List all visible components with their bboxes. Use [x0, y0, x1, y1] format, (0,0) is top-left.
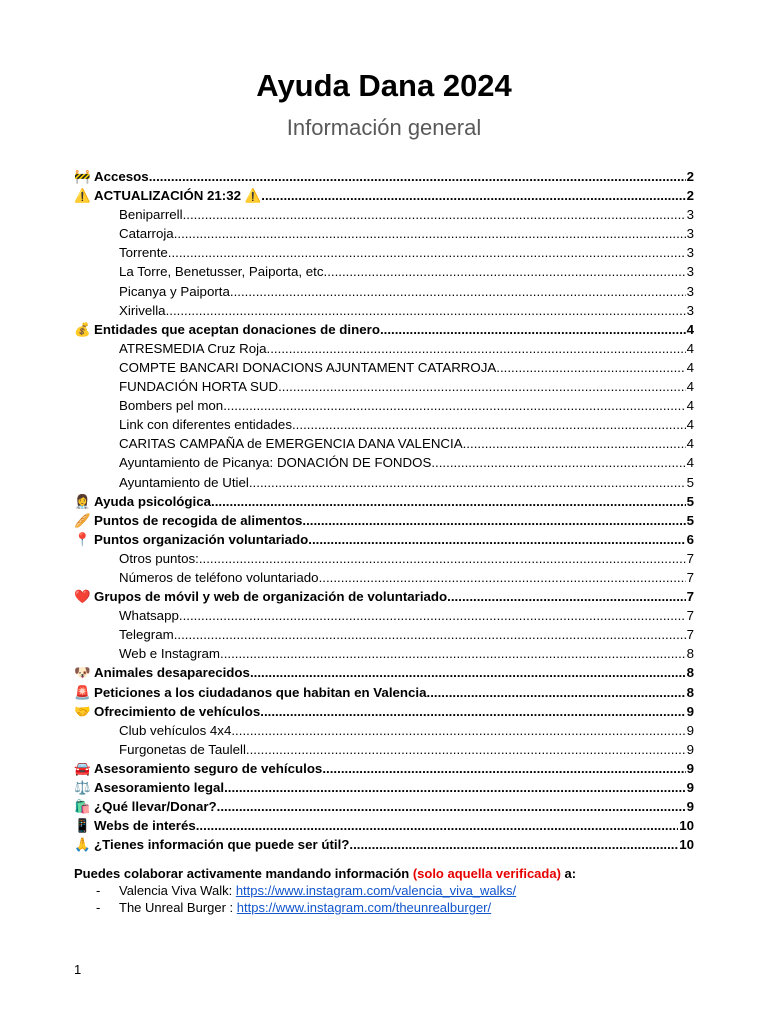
dot-leader — [496, 358, 685, 377]
toc-page-number: 7 — [686, 569, 694, 585]
toc-section-link[interactable] — [74, 702, 694, 721]
dot-leader — [267, 339, 686, 358]
toc-section-link[interactable] — [74, 797, 694, 816]
toc-page-number: 2 — [686, 188, 694, 204]
toc-subsection-link[interactable] — [74, 339, 694, 358]
dot-leader — [168, 243, 686, 262]
toc-page-number: 9 — [686, 741, 694, 757]
contribute-lead-end: a: — [560, 866, 577, 881]
toc-page-number: 4 — [686, 321, 694, 337]
toc-page-number: 4 — [686, 379, 694, 395]
toc-page-number: 6 — [686, 531, 694, 547]
bullet-dash: - — [96, 900, 101, 915]
verified-note: (solo aquella verificada) — [412, 866, 561, 881]
toc-entry-title: ATRESMEDIA Cruz Roja — [119, 340, 267, 356]
section-emoji-icon: 🐶 — [74, 665, 91, 681]
toc-section-link[interactable] — [74, 587, 694, 606]
toc-section-link[interactable] — [74, 511, 694, 530]
toc-page-number: 8 — [686, 646, 694, 662]
toc-subsection-link[interactable] — [74, 358, 694, 377]
toc-subsection-link[interactable] — [74, 453, 694, 472]
toc-page-number: 4 — [686, 359, 694, 375]
section-emoji-icon: 🚘 — [74, 760, 91, 776]
section-emoji-icon: 🚧 — [74, 169, 91, 184]
dot-leader — [380, 320, 686, 339]
toc-entry-title: Peticiones a los ciudadanos que habitan en Valencia — [94, 684, 427, 700]
toc-subsection-link[interactable] — [74, 262, 694, 281]
toc-entry-title: ¿Qué llevar/Donar? — [94, 799, 217, 815]
dot-leader — [249, 473, 686, 492]
toc-page-number: 5 — [686, 512, 694, 528]
toc-section-link[interactable] — [74, 167, 694, 186]
toc-page-number: 7 — [686, 550, 694, 566]
page-subtitle: Información general — [286, 115, 482, 140]
toc-entry-title: Ofrecimiento de vehículos — [94, 703, 261, 719]
toc-subsection-link[interactable] — [74, 473, 694, 492]
toc-entry-title: Beniparrell — [119, 207, 183, 223]
toc-subsection-link[interactable] — [74, 625, 694, 644]
section-emoji-icon: ⚠️ — [74, 188, 91, 204]
toc-entry-title: Xirivella — [119, 302, 166, 318]
contribute-item — [74, 899, 714, 916]
toc-page-number: 5 — [686, 493, 694, 509]
section-emoji-icon: ⚖️ — [74, 780, 91, 795]
toc-page-number: 3 — [686, 264, 694, 280]
toc-subsection-link[interactable] — [74, 415, 694, 434]
toc-subsection-link[interactable] — [74, 740, 694, 759]
toc-entry-title: La Torre, Benetusser, Paiporta, etc — [119, 264, 324, 280]
toc-entry-title: Telegram — [119, 627, 174, 643]
dot-leader — [211, 492, 686, 511]
toc-subsection-link[interactable] — [74, 205, 694, 224]
toc-page-number: 5 — [686, 474, 694, 490]
toc-entry-title: Puntos organización voluntariado — [94, 531, 309, 547]
dot-leader — [179, 606, 686, 625]
toc-entry-title: Club vehículos 4x4 — [119, 722, 232, 738]
page-title: Ayuda Dana 2024 — [256, 68, 512, 103]
toc-section-link[interactable] — [74, 186, 694, 205]
dot-leader — [427, 683, 686, 702]
bullet-dash: - — [96, 883, 101, 898]
section-emoji-icon: 📍 — [74, 531, 91, 547]
toc-section-link[interactable] — [74, 778, 694, 797]
toc-entry-title: Puntos de recogida de alimentos — [94, 512, 303, 528]
toc-entry-title: Furgonetas de Taulell — [119, 741, 246, 757]
toc-entry-title: Números de teléfono voluntariado — [119, 569, 319, 585]
toc-page-number: 8 — [686, 665, 694, 681]
dot-leader — [230, 282, 686, 301]
toc-page-number: 3 — [686, 302, 694, 318]
toc-entry-title: COMPTE BANCARI DONACIONS AJUNTAMENT CATARROJA — [119, 359, 497, 375]
toc-entry-title: Entidades que aceptan donaciones de dinero — [94, 321, 380, 337]
toc-page-number: 9 — [686, 780, 694, 795]
toc-entry-title: Grupos de móvil y web de organización de voluntariado — [94, 589, 448, 605]
dot-leader — [260, 702, 685, 721]
toc-page-number: 2 — [686, 169, 694, 184]
toc-page-number: 4 — [686, 455, 694, 471]
toc-section-link[interactable] — [74, 663, 694, 682]
toc-subsection-link[interactable] — [74, 644, 694, 663]
toc-entry-title: Catarroja — [119, 226, 174, 242]
toc-page-number: 9 — [686, 799, 694, 815]
dot-leader — [217, 797, 686, 816]
section-emoji-icon: 🤝 — [74, 703, 91, 719]
dot-leader — [231, 721, 685, 740]
dot-leader — [220, 644, 686, 663]
toc-page-number: 3 — [686, 226, 694, 242]
dot-leader — [292, 415, 686, 434]
section-emoji-icon: 🚨 — [74, 684, 91, 700]
dot-leader — [174, 625, 686, 644]
toc-entry-title: Animales desaparecidos — [94, 665, 250, 681]
dot-leader — [319, 568, 686, 587]
toc-page-number: 9 — [686, 722, 694, 738]
toc-entry-title: Bombers pel mon — [119, 398, 224, 414]
dot-leader — [322, 759, 685, 778]
dot-leader — [196, 816, 678, 835]
toc-entry-title: Asesoramiento legal — [94, 780, 225, 795]
dot-leader — [324, 262, 686, 281]
toc-subsection-link[interactable] — [74, 282, 694, 301]
toc-page-number: 10 — [679, 837, 694, 853]
toc-page-number: 4 — [686, 417, 694, 433]
dot-leader — [308, 530, 685, 549]
toc-entry-title: Whatsapp — [119, 608, 179, 624]
section-emoji-icon: 🥖 — [74, 512, 91, 528]
toc-subsection-link[interactable] — [74, 434, 694, 453]
toc-entry-title: Link con diferentes entidades — [119, 417, 292, 433]
toc-subsection-link[interactable] — [74, 243, 694, 262]
toc-subsection-link[interactable] — [74, 224, 694, 243]
instagram-link[interactable]: https://www.instagram.com/valencia_viva_walks/ — [235, 883, 517, 898]
dot-leader — [261, 186, 685, 205]
dot-leader — [447, 587, 685, 606]
dot-leader — [149, 167, 686, 186]
section-emoji-icon: 🛍️ — [74, 799, 91, 815]
toc-entry-title: CARITAS CAMPAÑA de EMERGENCIA DANA VALENCIA — [119, 436, 463, 452]
toc-section-link[interactable] — [74, 816, 694, 835]
toc-subsection-link[interactable] — [74, 396, 694, 415]
contribute-item-label: The Unreal Burger : — [119, 900, 237, 915]
toc-subsection-link[interactable] — [74, 301, 694, 320]
toc-section-link[interactable] — [74, 683, 694, 702]
toc-entry-title: Web e Instagram — [119, 646, 221, 662]
toc-entry-title: Accesos — [94, 169, 149, 184]
contribute-lead — [74, 865, 714, 882]
section-emoji-icon: ❤️ — [74, 589, 91, 605]
toc-section-link[interactable] — [74, 759, 694, 778]
toc-entry-title: Ayuntamiento de Utiel — [119, 474, 249, 490]
toc-subsection-link[interactable] — [74, 377, 694, 396]
toc-page-number: 10 — [679, 818, 694, 834]
dot-leader — [223, 396, 685, 415]
toc-subsection-link[interactable] — [74, 606, 694, 625]
toc-section-link[interactable] — [74, 835, 694, 854]
toc-subsection-link[interactable] — [74, 549, 694, 568]
toc-page-number: 3 — [686, 283, 694, 299]
dot-leader — [166, 301, 686, 320]
toc-page-number: 8 — [686, 684, 694, 700]
toc-entry-title: Ayuda psicológica — [94, 493, 211, 509]
toc-page-number: 9 — [686, 703, 694, 719]
toc-page-number: 3 — [686, 207, 694, 223]
dot-leader — [278, 377, 686, 396]
toc-entry-title: Asesoramiento seguro de vehículos — [94, 760, 323, 776]
section-emoji-icon: 📱 — [74, 818, 91, 834]
toc-entry-title: Ayuntamiento de Picanya: DONACIÓN DE FONDOS — [119, 455, 432, 471]
contribute-item — [74, 882, 714, 899]
toc-page-number: 7 — [686, 627, 694, 643]
section-emoji-icon: 💰 — [74, 321, 91, 337]
dot-leader — [174, 224, 686, 243]
instagram-link[interactable]: https://www.instagram.com/theunrealburger/ — [236, 900, 492, 915]
toc-section-link[interactable] — [74, 492, 694, 511]
toc-entry-title: FUNDACIÓN HORTA SUD — [119, 379, 279, 395]
toc-entry-title: Otros puntos: — [119, 550, 199, 566]
dot-leader — [349, 835, 678, 854]
toc-page-number: 4 — [686, 340, 694, 356]
toc-entry-title: ¿Tienes información que puede ser útil? — [94, 837, 350, 853]
toc-page-number: 7 — [686, 608, 694, 624]
toc-subsection-link[interactable] — [74, 721, 694, 740]
contribute-section — [74, 865, 714, 916]
section-emoji-icon: 👩‍⚕️ — [74, 493, 91, 509]
dot-leader — [199, 549, 686, 568]
toc-page-number: 3 — [686, 245, 694, 261]
dot-leader — [302, 511, 685, 530]
dot-leader — [246, 740, 686, 759]
contribute-lead-text: Puedes colaborar activamente mandando información — [74, 866, 413, 881]
dot-leader — [183, 205, 686, 224]
table-of-contents — [74, 167, 694, 854]
toc-page-number: 4 — [686, 398, 694, 414]
toc-page-number: 9 — [686, 760, 694, 776]
dot-leader — [431, 453, 685, 472]
toc-entry-title: Torrente — [119, 245, 168, 261]
toc-entry-title: Picanya y Paiporta — [119, 283, 230, 299]
toc-page-number: 7 — [686, 589, 694, 605]
dot-leader — [463, 434, 686, 453]
toc-subsection-link[interactable] — [74, 568, 694, 587]
dot-leader — [250, 663, 686, 682]
toc-page-number: 4 — [686, 436, 694, 452]
toc-entry-title: Webs de interés — [94, 818, 196, 834]
section-emoji-icon: 🙏 — [74, 837, 91, 853]
contribute-item-label: Valencia Viva Walk: — [119, 883, 236, 898]
page-number: 1 — [74, 962, 82, 977]
toc-section-link[interactable] — [74, 530, 694, 549]
toc-section-link[interactable] — [74, 320, 694, 339]
toc-entry-title: ACTUALIZACIÓN 21:32 ⚠️ — [94, 188, 262, 204]
dot-leader — [224, 778, 686, 797]
